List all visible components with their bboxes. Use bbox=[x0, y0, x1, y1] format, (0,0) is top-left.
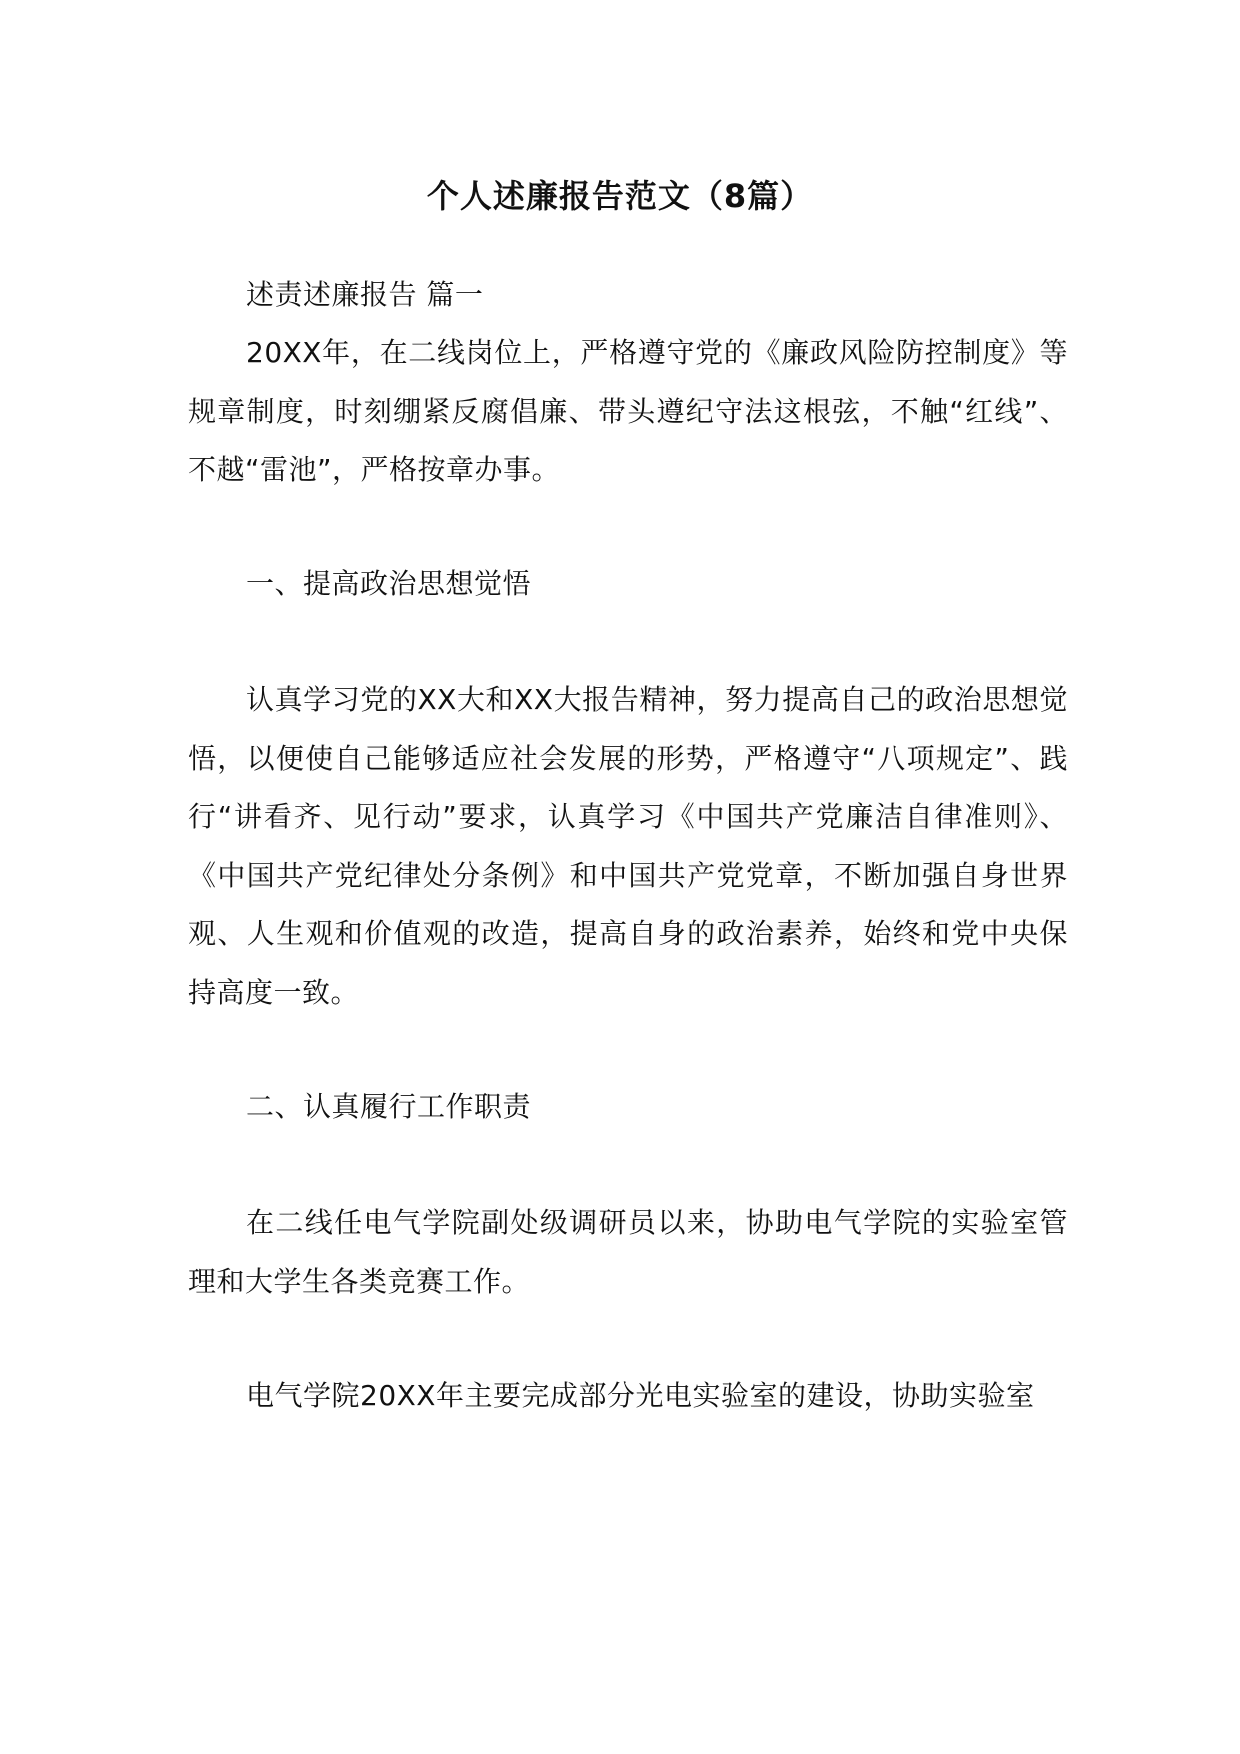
paragraph-work-duties: 在二线任电气学院副处级调研员以来，协助电气学院的实验室管理和大学生各类竞赛工作。 bbox=[188, 1206, 1068, 1298]
section-heading: 述责述廉报告 篇一 bbox=[246, 278, 484, 311]
heading-work-duties: 二、认真履行工作职责 bbox=[246, 1090, 532, 1123]
document-title: 个人述廉报告范文（8篇） bbox=[426, 177, 814, 215]
paragraph-intro: 20XX年，在二线岗位上，严格遵守党的《廉政风险防控制度》等规章制度，时刻绷紧反腐倡廉、带头遵纪守法这根弦，不触“红线”、不越“雷池”，严格按章办事。 bbox=[188, 336, 1068, 486]
paragraph-political-awareness: 认真学习党的XX大和XX大报告精神，努力提高自己的政治思想觉悟，以便使自己能够适应社会发展的形势，严格遵守“八项规定”、践行“讲看齐、见行动”要求，认真学习《中国共产党廉洁自律准则》、《中国共产党纪律处分条例》和中国共产党党章，不断加强自身世界观、人生观和价值观的改造，提高自身的政治素养，始终和党中央保持高度一致。 bbox=[188, 683, 1068, 1009]
paragraph-lab-construction: 电气学院20XX年主要完成部分光电实验室的建设，协助实验室 bbox=[246, 1379, 1035, 1412]
heading-political-awareness: 一、提高政治思想觉悟 bbox=[246, 567, 532, 600]
